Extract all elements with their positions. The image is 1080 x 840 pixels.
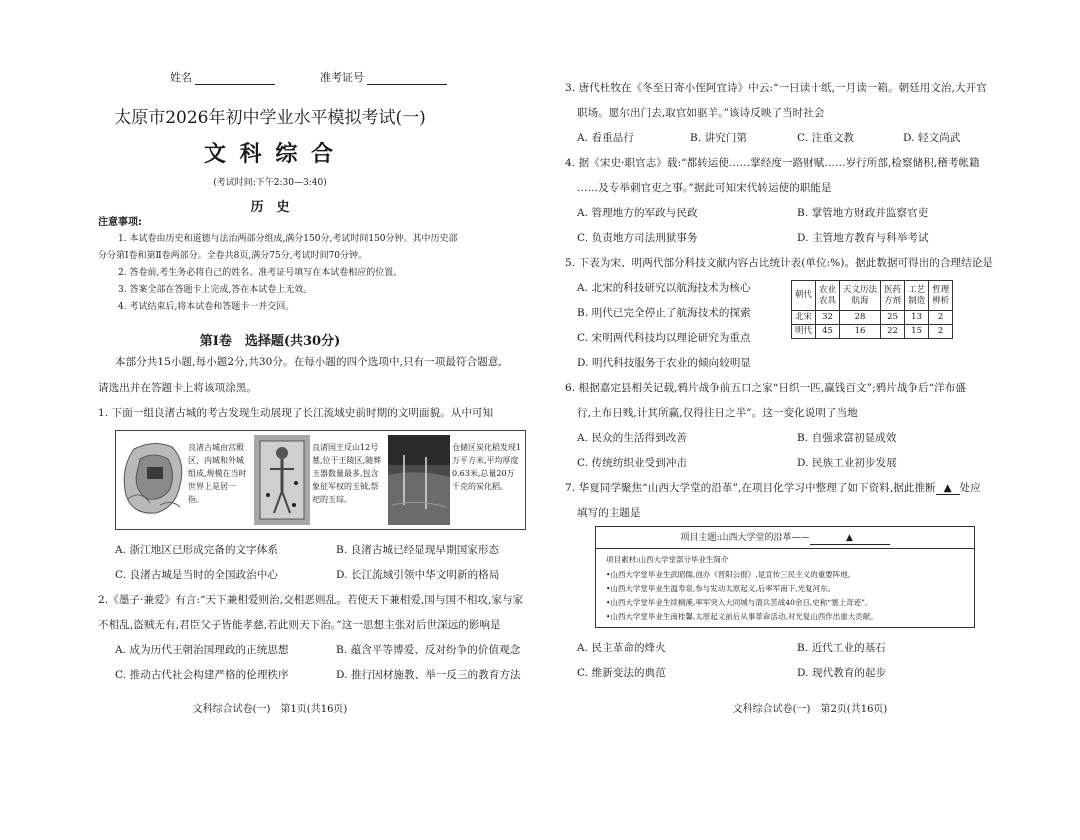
option-c: C. 负责地方司法刑狱事务 bbox=[577, 232, 698, 244]
option-b: B. 自强求富初显成效 bbox=[797, 432, 897, 444]
header-text: 工艺 制造 bbox=[908, 284, 926, 306]
name-field bbox=[170, 69, 275, 85]
liangzhu-figure bbox=[115, 430, 526, 530]
part-title: 第Ⅰ卷 选择题(共30分) bbox=[199, 334, 341, 349]
table-cell: 25 bbox=[881, 311, 905, 325]
question-7-stem bbox=[565, 480, 981, 495]
header-text: 哲理 辨析 bbox=[932, 284, 950, 306]
option-a: A. 北宋的科技研究以航海技术为核心 bbox=[577, 282, 751, 294]
material-item: •山西大学堂毕业生武昭儒,创办《晋阳公报》,是宣传三民主义的重要阵地。 bbox=[606, 570, 856, 579]
option-c: C. 传统纺织业受到冲击 bbox=[577, 457, 688, 469]
ancient-city-map-image bbox=[120, 439, 188, 519]
table-header-cell bbox=[905, 281, 929, 311]
blank-marker: ▲ bbox=[936, 482, 960, 495]
part-intro: 请选出并在答题卡上将该项涂黑。 bbox=[98, 382, 257, 394]
table-header-cell bbox=[816, 281, 840, 311]
table-cell: 15 bbox=[905, 325, 929, 339]
stem-text: 处应 bbox=[959, 482, 981, 494]
figure-panel-tomb bbox=[252, 431, 386, 529]
exam-id-label: 准考证号 bbox=[320, 71, 364, 84]
option-d: D. 主管地方教育与科举考试 bbox=[797, 232, 929, 244]
exam-time: (考试时间:下午2:30—3:40) bbox=[213, 178, 327, 188]
option-a: A. 成为历代王朝治国理政的正统思想 bbox=[115, 644, 289, 656]
option-d: D. 明代科技服务于农业的倾向较明显 bbox=[577, 357, 752, 369]
figure-panel-granary bbox=[386, 431, 525, 529]
figure-caption-granary: 仓储区炭化稻发现1万平方米,平均厚度0.63米,总量20万千克的炭化稻。 bbox=[452, 443, 522, 491]
table-row bbox=[792, 325, 953, 339]
name-blank bbox=[195, 74, 275, 85]
header-text: 农业 农具 bbox=[819, 284, 837, 306]
option-d: D. 民族工业初步发展 bbox=[797, 457, 897, 469]
option-b: B. 掌管地方财政并监察官吏 bbox=[797, 207, 929, 219]
option-b: B. 蕴含平等博爱、反对纷争的价值观念 bbox=[336, 644, 521, 656]
figure-caption-tomb: 良渚国王反山12号墓,位于王陵区,随葬玉器数量最多,包含象征军权的玉钺,祭祀的玉琮。 bbox=[312, 443, 382, 504]
question-5-stem: 5. 下表为宋、明两代部分科技文献内容占比统计表(单位:%)。据此数据可得出的合理结论是 bbox=[565, 257, 993, 269]
table-cell: 2 bbox=[929, 325, 953, 339]
question-3-stem: 3. 唐代杜牧在《冬至日寄小侄阿宜诗》中云:“一日读十纸,一月读一箱。朝廷用文治,大开官 bbox=[565, 82, 987, 94]
option-d: D. 长江流域引领中华文明新的格局 bbox=[336, 569, 500, 581]
tech-literature-table bbox=[791, 280, 953, 339]
option-b: B. 明代已完全停止了航海技术的探索 bbox=[577, 307, 751, 319]
notice-line: 3. 答案全部在答题卡上完成,答在本试卷上无效。 bbox=[118, 285, 313, 295]
table-cell: 28 bbox=[840, 311, 881, 325]
exam-id-field bbox=[320, 69, 447, 85]
figure-caption-city: 良渚古城由宫殿区、内城和外城组成,规模在当时世界上是居一指。 bbox=[188, 443, 247, 504]
question-3-stem: 职场。愿尔出门去,取官如驱羊。”该诗反映了当时社会 bbox=[577, 107, 825, 119]
table-cell: 明代 bbox=[792, 325, 816, 339]
option-a: A. 看重品行 bbox=[577, 132, 634, 144]
option-d: D. 轻文尚武 bbox=[903, 132, 961, 144]
option-b: B. 近代工业的基石 bbox=[797, 642, 886, 654]
material-title: 项目素材:山西大学堂部分毕业生简介 bbox=[606, 555, 729, 564]
charred-rice-pit-image bbox=[388, 435, 450, 525]
notice-line: 分分第Ⅰ卷和第Ⅱ卷两部分。全卷共8页,满分75分,考试时间70分钟。 bbox=[98, 251, 368, 261]
notice-line: 2. 答卷前,考生务必将自己的姓名、准考证号填写在本试卷相应的位置。 bbox=[118, 268, 403, 278]
figure-panel-city bbox=[116, 431, 252, 529]
blank-marker: ▲ bbox=[810, 532, 890, 545]
material-item: •山西大学堂毕业生温寿泉,参与发动太原起义,后率军南下,光复河东。 bbox=[606, 584, 836, 593]
tomb-excavation-image bbox=[254, 435, 310, 525]
exam-title: 太原市2026年初中学业水平模拟考试(一) bbox=[114, 108, 426, 128]
page-footer: 文科综合试卷(一) 第1页(共16页) bbox=[192, 704, 348, 715]
question-6-stem: 行,土布日贱,计其所赢,仅得往日之半”。这一变化说明了当地 bbox=[577, 407, 858, 419]
option-c: C. 宋明两代科技均以理论研究为重点 bbox=[577, 332, 751, 344]
exam-id-blank bbox=[367, 74, 447, 85]
project-title-text: 项目主题:山西大学堂的沿革—— bbox=[680, 533, 810, 543]
option-d: D. 现代教育的起步 bbox=[797, 667, 887, 679]
option-b: B. 良渚古城已经显现早期国家形态 bbox=[336, 544, 500, 556]
project-title bbox=[596, 527, 974, 549]
option-c: C. 维新变法的典范 bbox=[577, 667, 666, 679]
part-intro: 本部分共15小题,每小题2分,共30分。在每小题的四个选项中,只有一项最符合题意, bbox=[115, 356, 502, 368]
table-cell: 45 bbox=[816, 325, 840, 339]
table-header-row bbox=[792, 281, 953, 311]
table-cell: 13 bbox=[905, 311, 929, 325]
question-1-stem: 1. 下面一组良渚古城的考古发现生动展现了长江流域史前时期的文明面貌。从中可知 bbox=[98, 407, 494, 419]
table-cell: 2 bbox=[929, 311, 953, 325]
table-row bbox=[792, 311, 953, 325]
option-a: A. 浙江地区已形成完备的文字体系 bbox=[115, 544, 278, 556]
question-6-stem: 6. 根据嘉定县相关记载,鸦片战争前五口之家“日织一匹,赢钱百文”;鸦片战争后“洋布盛 bbox=[565, 382, 966, 394]
material-item: •山西大学堂毕业生续桐溪,率军突入大同城与清兵苦战40余日,史称“塞上奇迹”。 bbox=[606, 598, 873, 607]
option-d: D. 推行因材施教、举一反三的教育方法 bbox=[336, 669, 521, 681]
header-text: 医药 方剂 bbox=[884, 284, 902, 306]
question-4-stem: 4. 据《宋史·职官志》载:“都转运使……掌经度一路财赋……岁行所部,检察储积,稽考帐籍 bbox=[565, 157, 980, 169]
notice-line: 1. 本试卷由历史和道德与法治两部分组成,满分150分,考试时间150分钟。其中历史部 bbox=[118, 234, 458, 244]
question-2-stem: 不相乱,盗贼无有,君臣父子皆能孝慈,若此则天下治。”这一思想主张对后世深远的影响是 bbox=[98, 619, 501, 631]
subject-title: 文 科 综 合 bbox=[204, 141, 336, 167]
page-footer: 文科综合试卷(一) 第2页(共16页) bbox=[732, 704, 888, 715]
question-2-stem: 2.《墨子·兼爱》有言:“天下兼相爱则治,交相恶则乱。若使天下兼相爱,国与国不相攻,家与家 bbox=[98, 594, 524, 606]
option-c: C. 良渚古城是当时的全国政治中心 bbox=[115, 569, 279, 581]
section-title: 历 史 bbox=[250, 200, 290, 215]
table-cell: 32 bbox=[816, 311, 840, 325]
table-cell: 北宋 bbox=[792, 311, 816, 325]
notice-title: 注意事项: bbox=[98, 217, 142, 228]
notice-line: 4. 考试结束后,将本试卷和答题卡一并交回。 bbox=[118, 302, 295, 312]
option-b: B. 讲究门第 bbox=[690, 132, 748, 144]
question-7-stem: 填写的主题是 bbox=[577, 507, 641, 519]
question-4-stem: ……及专举刺官吏之事。”据此可知宋代转运使的职能是 bbox=[577, 182, 832, 194]
table-header-cell bbox=[840, 281, 881, 311]
option-a: A. 管理地方的军政与民政 bbox=[577, 207, 698, 219]
option-c: C. 注重文教 bbox=[797, 132, 855, 144]
project-material-box bbox=[595, 526, 975, 628]
table-cell: 22 bbox=[881, 325, 905, 339]
name-label: 姓名 bbox=[170, 71, 192, 84]
table-cell: 16 bbox=[840, 325, 881, 339]
option-a: A. 民主革命的烽火 bbox=[577, 642, 666, 654]
option-a: A. 民众的生活得到改善 bbox=[577, 432, 687, 444]
table-header-cell bbox=[929, 281, 953, 311]
stem-text: 7. 华夏同学聚焦“山西大学堂的沿革”,在项目化学习中整理了如下资料,据此推断 bbox=[565, 482, 936, 494]
table-header-cell bbox=[881, 281, 905, 311]
material-item: •山西大学堂毕业生南桂馨,太原起义前后从事革命活动,对光复山西作出重大贡献。 bbox=[606, 612, 878, 621]
header-text: 天文历法 航海 bbox=[843, 284, 878, 306]
table-header-cell: 朝代 bbox=[792, 281, 816, 311]
option-c: C. 推动古代社会构建严格的伦理秩序 bbox=[115, 669, 289, 681]
